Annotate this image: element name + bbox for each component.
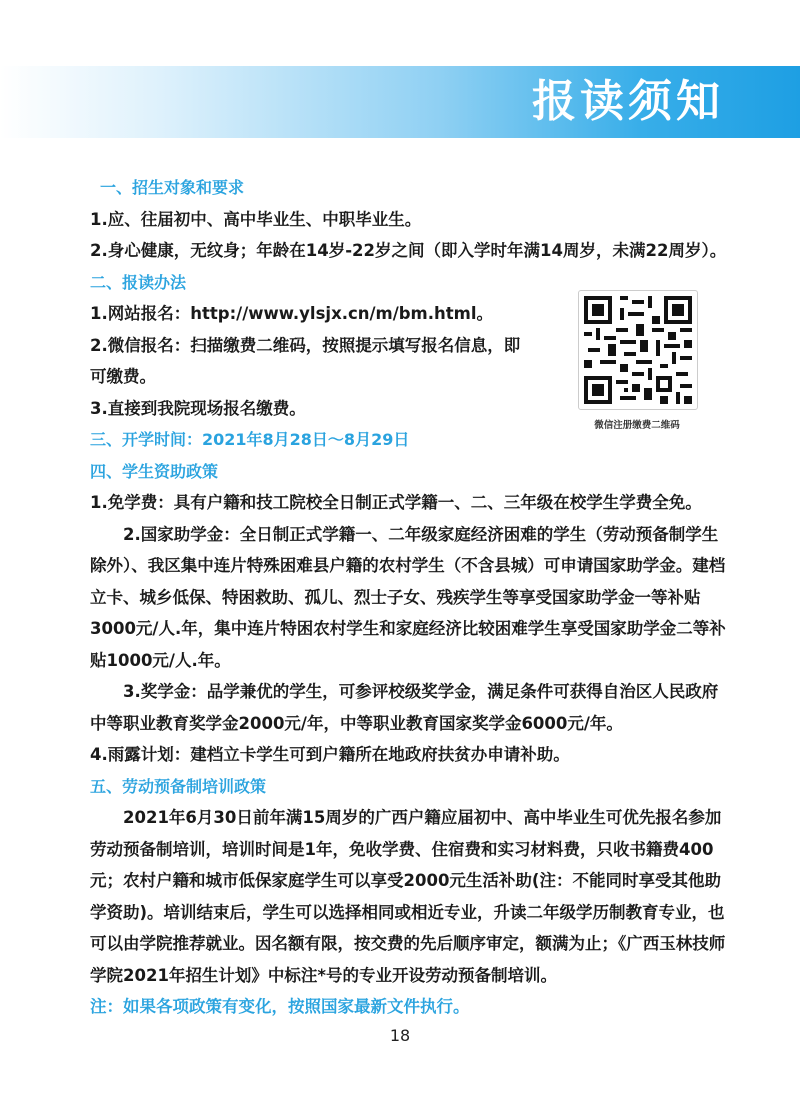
paragraph: 2.身心健康，无纹身；年龄在14岁-22岁之间（即入学时年满14周岁，未满22周岁）。 bbox=[90, 241, 727, 260]
title-banner bbox=[0, 66, 800, 138]
paragraph: 3.奖学金：品学兼优的学生，可参评校级奖学金，满足条件可获得自治区人民政府中等职业教育奖学金2000元/年，中等职业教育国家奖学金6000元/年。 bbox=[90, 682, 719, 733]
policy-note: 注：如果各项政策有变化，按照国家最新文件执行。 bbox=[90, 997, 470, 1016]
section-heading-1: 一、招生对象和要求 bbox=[100, 178, 245, 197]
section-heading-2: 二、报读办法 bbox=[90, 272, 187, 292]
paragraph: 1.网站报名：http://www.ylsjx.cn/m/bm.html。 bbox=[90, 304, 494, 323]
paragraph: 3.直接到我院现场报名缴费。 bbox=[90, 398, 306, 418]
section-heading-3: 三、开学时间：2021年8月28日～8月29日 bbox=[90, 430, 410, 449]
paragraph: 4.雨露计划：建档立卡学生可到户籍所在地政府扶贫办申请补助。 bbox=[90, 745, 570, 764]
qr-caption: 微信注册缴费二维码 bbox=[594, 420, 680, 431]
paragraph: 1.应、往届初中、高中毕业生、中职毕业生。 bbox=[90, 209, 422, 229]
section-heading-4: 四、学生资助政策 bbox=[90, 461, 219, 481]
qr-code-graphic bbox=[584, 296, 692, 404]
paragraph: 2.国家助学金：全日制正式学籍一、二年级家庭经济困难的学生（劳动预备制学生除外）、我区集中连片特殊困难县户籍的农村学生（不含县城）可申请国家助学金。建档立卡、城乡低保、特困救助、孤儿、烈士子女、残疾学生等享受国家助学金一等补贴3000元/人.年，集中连片特困农村学生和家庭经济比较困难学生享受国家助学金二等补贴1000元/人.年。 bbox=[90, 524, 726, 670]
paragraph: 2.微信报名：扫描缴费二维码，按照提示填写报名信息，即可缴费。 bbox=[90, 335, 521, 386]
page-title: 报读须知 bbox=[532, 76, 724, 127]
section-heading-5: 五、劳动预备制培训政策 bbox=[90, 776, 267, 796]
paragraph: 2021年6月30日前年满15周岁的广西户籍应届初中、高中毕业生可优先报名参加劳动预备制培训，培训时间是1年，免收学费、住宿费和实习材料费，只收书籍费400元；农村户籍和城市低保家庭学生可以享受2000元生活补助(注：不能同时享受其他助学资助)。培训结束后，学生可以选择相同或相近专业，升读二年级学历制教育专业，也可以由学院推荐就业。因名额有限，按交费的先后顺序审定，额满为止；《广西玉林技师学院2021年招生计划》中标注*号的专业开设劳动预备制培训。 bbox=[90, 808, 726, 985]
qr-code-icon bbox=[578, 290, 698, 410]
page-number: 18 bbox=[389, 1026, 411, 1045]
paragraph: 1.免学费：具有户籍和技工院校全日制正式学籍一、二、三年级在校学生学费全免。 bbox=[90, 493, 702, 512]
